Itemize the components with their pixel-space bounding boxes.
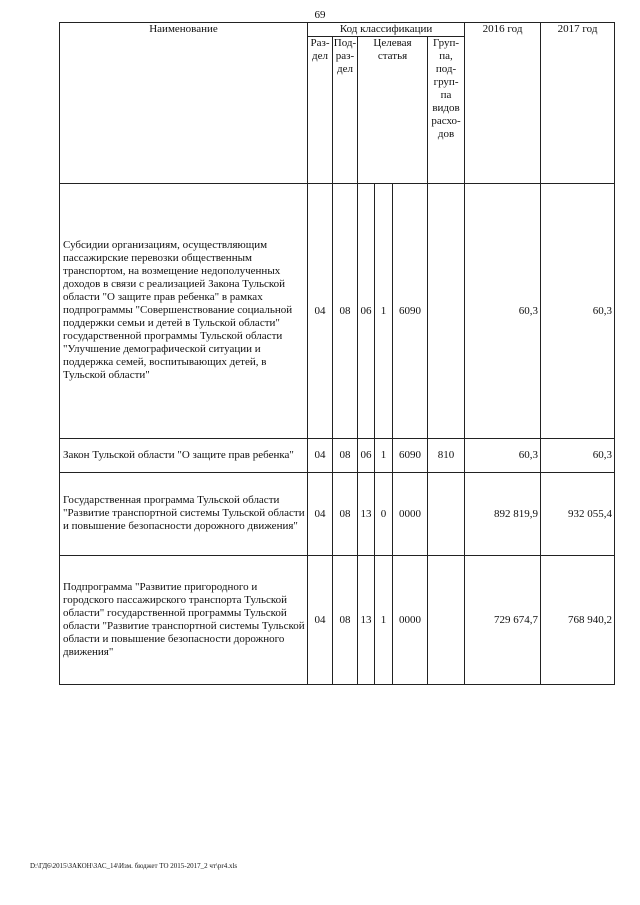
row-target-program: 13 bbox=[358, 556, 375, 685]
budget-table bbox=[59, 22, 615, 685]
row-target-subprogram: 1 bbox=[375, 439, 393, 473]
page-number: 69 bbox=[314, 9, 326, 21]
row-target-subprogram: 1 bbox=[375, 556, 393, 685]
header-code-classification: Код классификации bbox=[308, 23, 465, 37]
row-subsection: 08 bbox=[333, 556, 358, 685]
header-year-2017: 2017 год bbox=[541, 23, 615, 184]
header-section: Раз- дел bbox=[308, 37, 333, 184]
table-row bbox=[60, 439, 615, 473]
table-row bbox=[60, 556, 615, 685]
row-value-2017: 932 055,4 bbox=[541, 473, 615, 556]
row-value-2016: 60,3 bbox=[465, 184, 541, 439]
row-target-direction: 0000 bbox=[393, 556, 428, 685]
row-section: 04 bbox=[308, 473, 333, 556]
header-year-2016: 2016 год bbox=[465, 23, 541, 184]
row-target-direction: 0000 bbox=[393, 473, 428, 556]
row-subsection: 08 bbox=[333, 439, 358, 473]
file-path-footer: D:\ГД6\2015\ЗАКОН\ЗАС_14\Изм. бюджет ТО 2015-2017_2 чт\pr4.xls bbox=[30, 862, 238, 870]
row-section: 04 bbox=[308, 184, 333, 439]
header-target-article: Целевая статья bbox=[358, 37, 428, 184]
row-value-2017: 60,3 bbox=[541, 439, 615, 473]
row-value-2017: 768 940,2 bbox=[541, 556, 615, 685]
row-subsection: 08 bbox=[333, 184, 358, 439]
row-value-2016: 892 819,9 bbox=[465, 473, 541, 556]
header-subsection: Под- раз- дел bbox=[333, 37, 358, 184]
row-value-2017: 60,3 bbox=[541, 184, 615, 439]
row-value-2016: 60,3 bbox=[465, 439, 541, 473]
row-expense-group bbox=[428, 556, 465, 685]
row-target-direction: 6090 bbox=[393, 439, 428, 473]
row-name: Субсидии организациям, осуществляющим пассажирские перевозки общественным транспортом, на возмещение недополученных доходов в связи с реализацией Закона Тульской области "О защите прав ребенка" в рамках подпрограммы "Совершенствование социальной поддержки семьи и детей в Тульской области" государственной программы Тульской области "Улучшение демографической ситуации и поддержка семей, воспитывающих детей, в Тульской области" bbox=[60, 184, 308, 439]
row-target-subprogram: 1 bbox=[375, 184, 393, 439]
header-row-top bbox=[60, 23, 615, 37]
header-name: Наименование bbox=[60, 23, 308, 184]
row-name: Закон Тульской области "О защите прав ребенка" bbox=[60, 439, 308, 473]
row-target-program: 06 bbox=[358, 439, 375, 473]
table-row bbox=[60, 473, 615, 556]
row-subsection: 08 bbox=[333, 473, 358, 556]
table-row bbox=[60, 184, 615, 439]
row-value-2016: 729 674,7 bbox=[465, 556, 541, 685]
row-target-direction: 6090 bbox=[393, 184, 428, 439]
row-section: 04 bbox=[308, 439, 333, 473]
row-expense-group bbox=[428, 473, 465, 556]
row-name: Подпрограмма "Развитие пригородного и городского пассажирского транспорта Тульской области" государственной программы Тульской области "Развитие транспортной системы Тульской области и повышение безопасности дорожного движения" bbox=[60, 556, 308, 685]
row-expense-group bbox=[428, 184, 465, 439]
row-expense-group: 810 bbox=[428, 439, 465, 473]
header-expense-group: Груп- па, под- груп- па видов расхо- дов bbox=[428, 37, 465, 184]
row-target-subprogram: 0 bbox=[375, 473, 393, 556]
row-target-program: 13 bbox=[358, 473, 375, 556]
row-target-program: 06 bbox=[358, 184, 375, 439]
row-name: Государственная программа Тульской области "Развитие транспортной системы Тульской области и повышение безопасности дорожного движения" bbox=[60, 473, 308, 556]
row-section: 04 bbox=[308, 556, 333, 685]
